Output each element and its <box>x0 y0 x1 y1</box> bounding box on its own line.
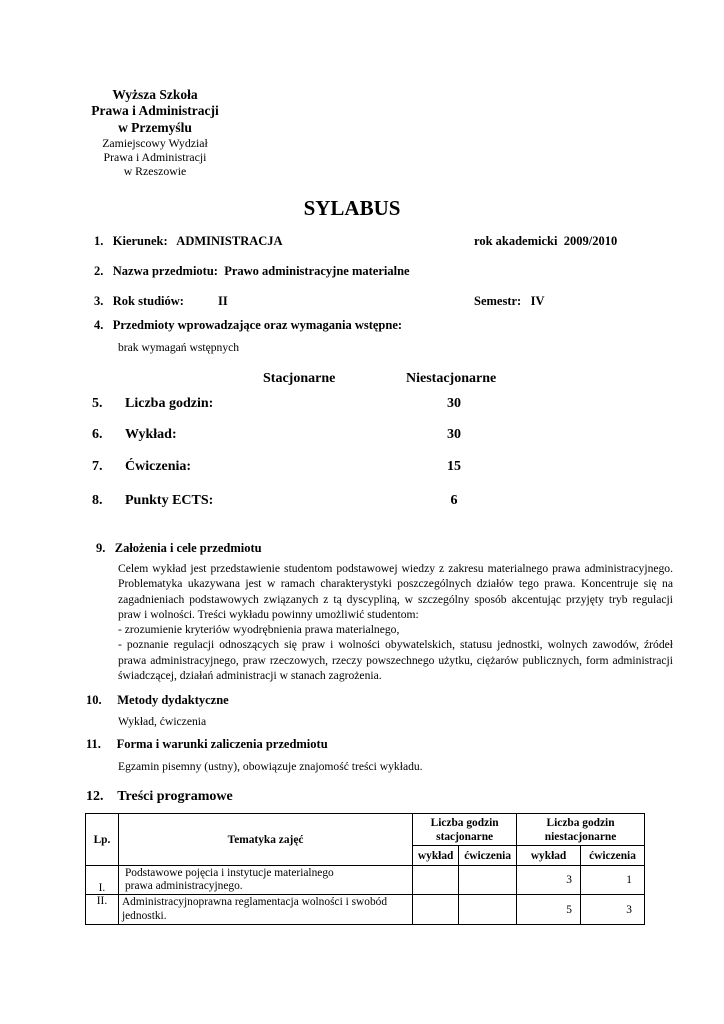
hours-row-value: 30 <box>447 427 461 442</box>
page-title: SYLABUS <box>303 196 401 220</box>
section-9-title: Założenia i cele przedmiotu <box>114 541 262 555</box>
semester-label: Semestr: <box>474 294 522 308</box>
item-3-label: Rok studiów: <box>112 294 184 308</box>
semester-value: IV <box>530 294 545 308</box>
header-lp: Lp. <box>86 814 119 866</box>
header-exercises: ćwiczenia <box>580 846 644 866</box>
row-topic <box>118 895 412 925</box>
section-10-text: Wykład, ćwiczenia <box>118 715 207 728</box>
hours-row-number: 7. <box>92 459 103 474</box>
hours-row-number: 5. <box>92 396 103 411</box>
item-2 <box>94 264 410 279</box>
header-exercises: ćwiczenia <box>459 846 517 866</box>
academic-year-label: rok akademicki <box>474 234 558 248</box>
table-row <box>86 895 645 925</box>
department-line2: Prawa i Administracji <box>103 150 207 164</box>
header-lecture: wykład <box>413 846 459 866</box>
program-table <box>85 813 645 925</box>
column-stationary: Stacjonarne <box>263 371 336 386</box>
header-stationary-line2: stacjonarne <box>436 830 494 843</box>
item-2-label: Nazwa przedmiotu: <box>112 264 218 278</box>
academic-year-value: 2009/2010 <box>563 234 618 248</box>
section-9-paragraph: Celem wykład jest przedstawienie studentom podstawowej wiedzy z zakresu materialnego prawa administracyjnego. Problematyka ukazywana jest w ramach charakterystyki poszczególnych działów tego prawa. Koncentruje się na zagadnieniach podstawowych związanych z tą dyscypliną, w szczególny sposób akcentując przyjęty tryb regulacji praw i wolności. Treści wykładu powinny umożliwić studentom: <box>118 562 673 621</box>
header-stationary-hours <box>413 814 517 846</box>
section-10-title: Metody dydaktyczne <box>117 693 229 707</box>
hours-row-label: Ćwiczenia: <box>125 459 192 474</box>
item-1-label: Kierunek: <box>112 234 168 248</box>
semester <box>474 294 544 309</box>
item-4-label: Przedmioty wprowadzające oraz wymagania wstępne: <box>112 318 403 332</box>
item-4-text: brak wymagań wstępnych <box>118 341 240 354</box>
row-part-time-exercises: 1 <box>580 866 644 895</box>
header-topic: Tematyka zajęć <box>118 814 412 866</box>
item-2-value: Prawo administracyjne materialne <box>224 264 410 278</box>
section-12-number: 12. <box>86 789 104 804</box>
header-part-time-line2: niestacjonarne <box>544 830 617 843</box>
row-lp: II. <box>86 895 119 925</box>
section-9-bullet: - zrozumienie kryteriów wyodrębnienia prawa materialnego, <box>118 623 400 637</box>
item-3 <box>94 294 184 309</box>
item-1-number: 1. <box>94 234 104 248</box>
hours-row-label: Punkty ECTS: <box>125 493 214 508</box>
hours-row-number: 6. <box>92 427 103 442</box>
section-9-number: 9. <box>96 541 106 555</box>
item-3-value: II <box>218 294 228 308</box>
row-part-time-lecture: 5 <box>517 895 581 925</box>
item-3-number: 3. <box>94 294 104 308</box>
row-part-time-exercises: 3 <box>580 895 644 925</box>
item-1-value: ADMINISTRACJA <box>176 234 283 248</box>
item-4-number: 4. <box>94 318 104 332</box>
hours-row-label: Liczba godzin: <box>125 396 214 411</box>
hours-row-label: Wykład: <box>125 427 177 442</box>
row-topic-line2: prawa administracyjnego. <box>124 880 243 892</box>
section-9-body <box>118 561 673 683</box>
hours-row-number: 8. <box>92 493 103 508</box>
hours-row-value: 30 <box>447 396 461 411</box>
row-topic-line1: Podstawowe pojęcia i instytucje materialnego <box>124 866 334 879</box>
row-stationary-exercises <box>459 866 517 895</box>
section-12-heading <box>86 789 233 805</box>
school-name-line2: Prawa i Administracji <box>91 103 219 118</box>
row-stationary-lecture <box>413 866 459 895</box>
row-stationary-lecture <box>413 895 459 925</box>
department-line3: w Rzeszowie <box>123 164 187 178</box>
academic-year <box>474 234 617 249</box>
section-12-title: Treści programowe <box>117 789 233 804</box>
row-topic-line2: jednostki. <box>121 909 167 922</box>
header-stationary-line1: Liczba godzin <box>430 816 499 829</box>
section-9-heading <box>96 541 262 556</box>
section-10-number: 10. <box>86 693 102 707</box>
column-part-time: Niestacjonarne <box>406 371 497 386</box>
section-11-number: 11. <box>86 737 101 751</box>
item-4 <box>94 318 402 333</box>
school-name-line3: w Przemyślu <box>118 120 192 135</box>
row-topic-line1: Administracyjnoprawna reglamentacja wolności i swobód <box>121 896 388 908</box>
table-header-row <box>86 814 645 846</box>
section-11-text: Egzamin pisemny (ustny), obowiązuje znajomość treści wykładu. <box>118 760 423 773</box>
table-row <box>86 866 645 895</box>
row-lp: I. <box>86 866 119 895</box>
hours-row-value: 6 <box>450 493 458 508</box>
school-name-line1: Wyższa Szkoła <box>112 87 198 102</box>
section-9-bullet: - poznanie regulacji odnoszących się praw i wolności obywatelskich, statusu jednostki, wolnych zawodów, źródeł prawa administracyjnego, praw rzeczowych, rzeczy powszechnego użytku, ciężarów publicznych, form administracji świadczącej, działań administracji w stanach zagrożenia. <box>118 638 673 683</box>
section-10-heading <box>86 693 229 708</box>
row-part-time-lecture: 3 <box>517 866 581 895</box>
header-part-time-hours <box>517 814 645 846</box>
section-11-heading <box>86 737 328 752</box>
header-part-time-line1: Liczba godzin <box>546 816 615 829</box>
header-lecture: wykład <box>517 846 581 866</box>
item-2-number: 2. <box>94 264 104 278</box>
row-topic <box>118 866 412 895</box>
department-line1: Zamiejscowy Wydział <box>102 136 208 150</box>
section-11-title: Forma i warunki zaliczenia przedmiotu <box>116 737 328 751</box>
item-1 <box>94 234 283 249</box>
hours-row-value: 15 <box>447 459 461 474</box>
row-stationary-exercises <box>459 895 517 925</box>
